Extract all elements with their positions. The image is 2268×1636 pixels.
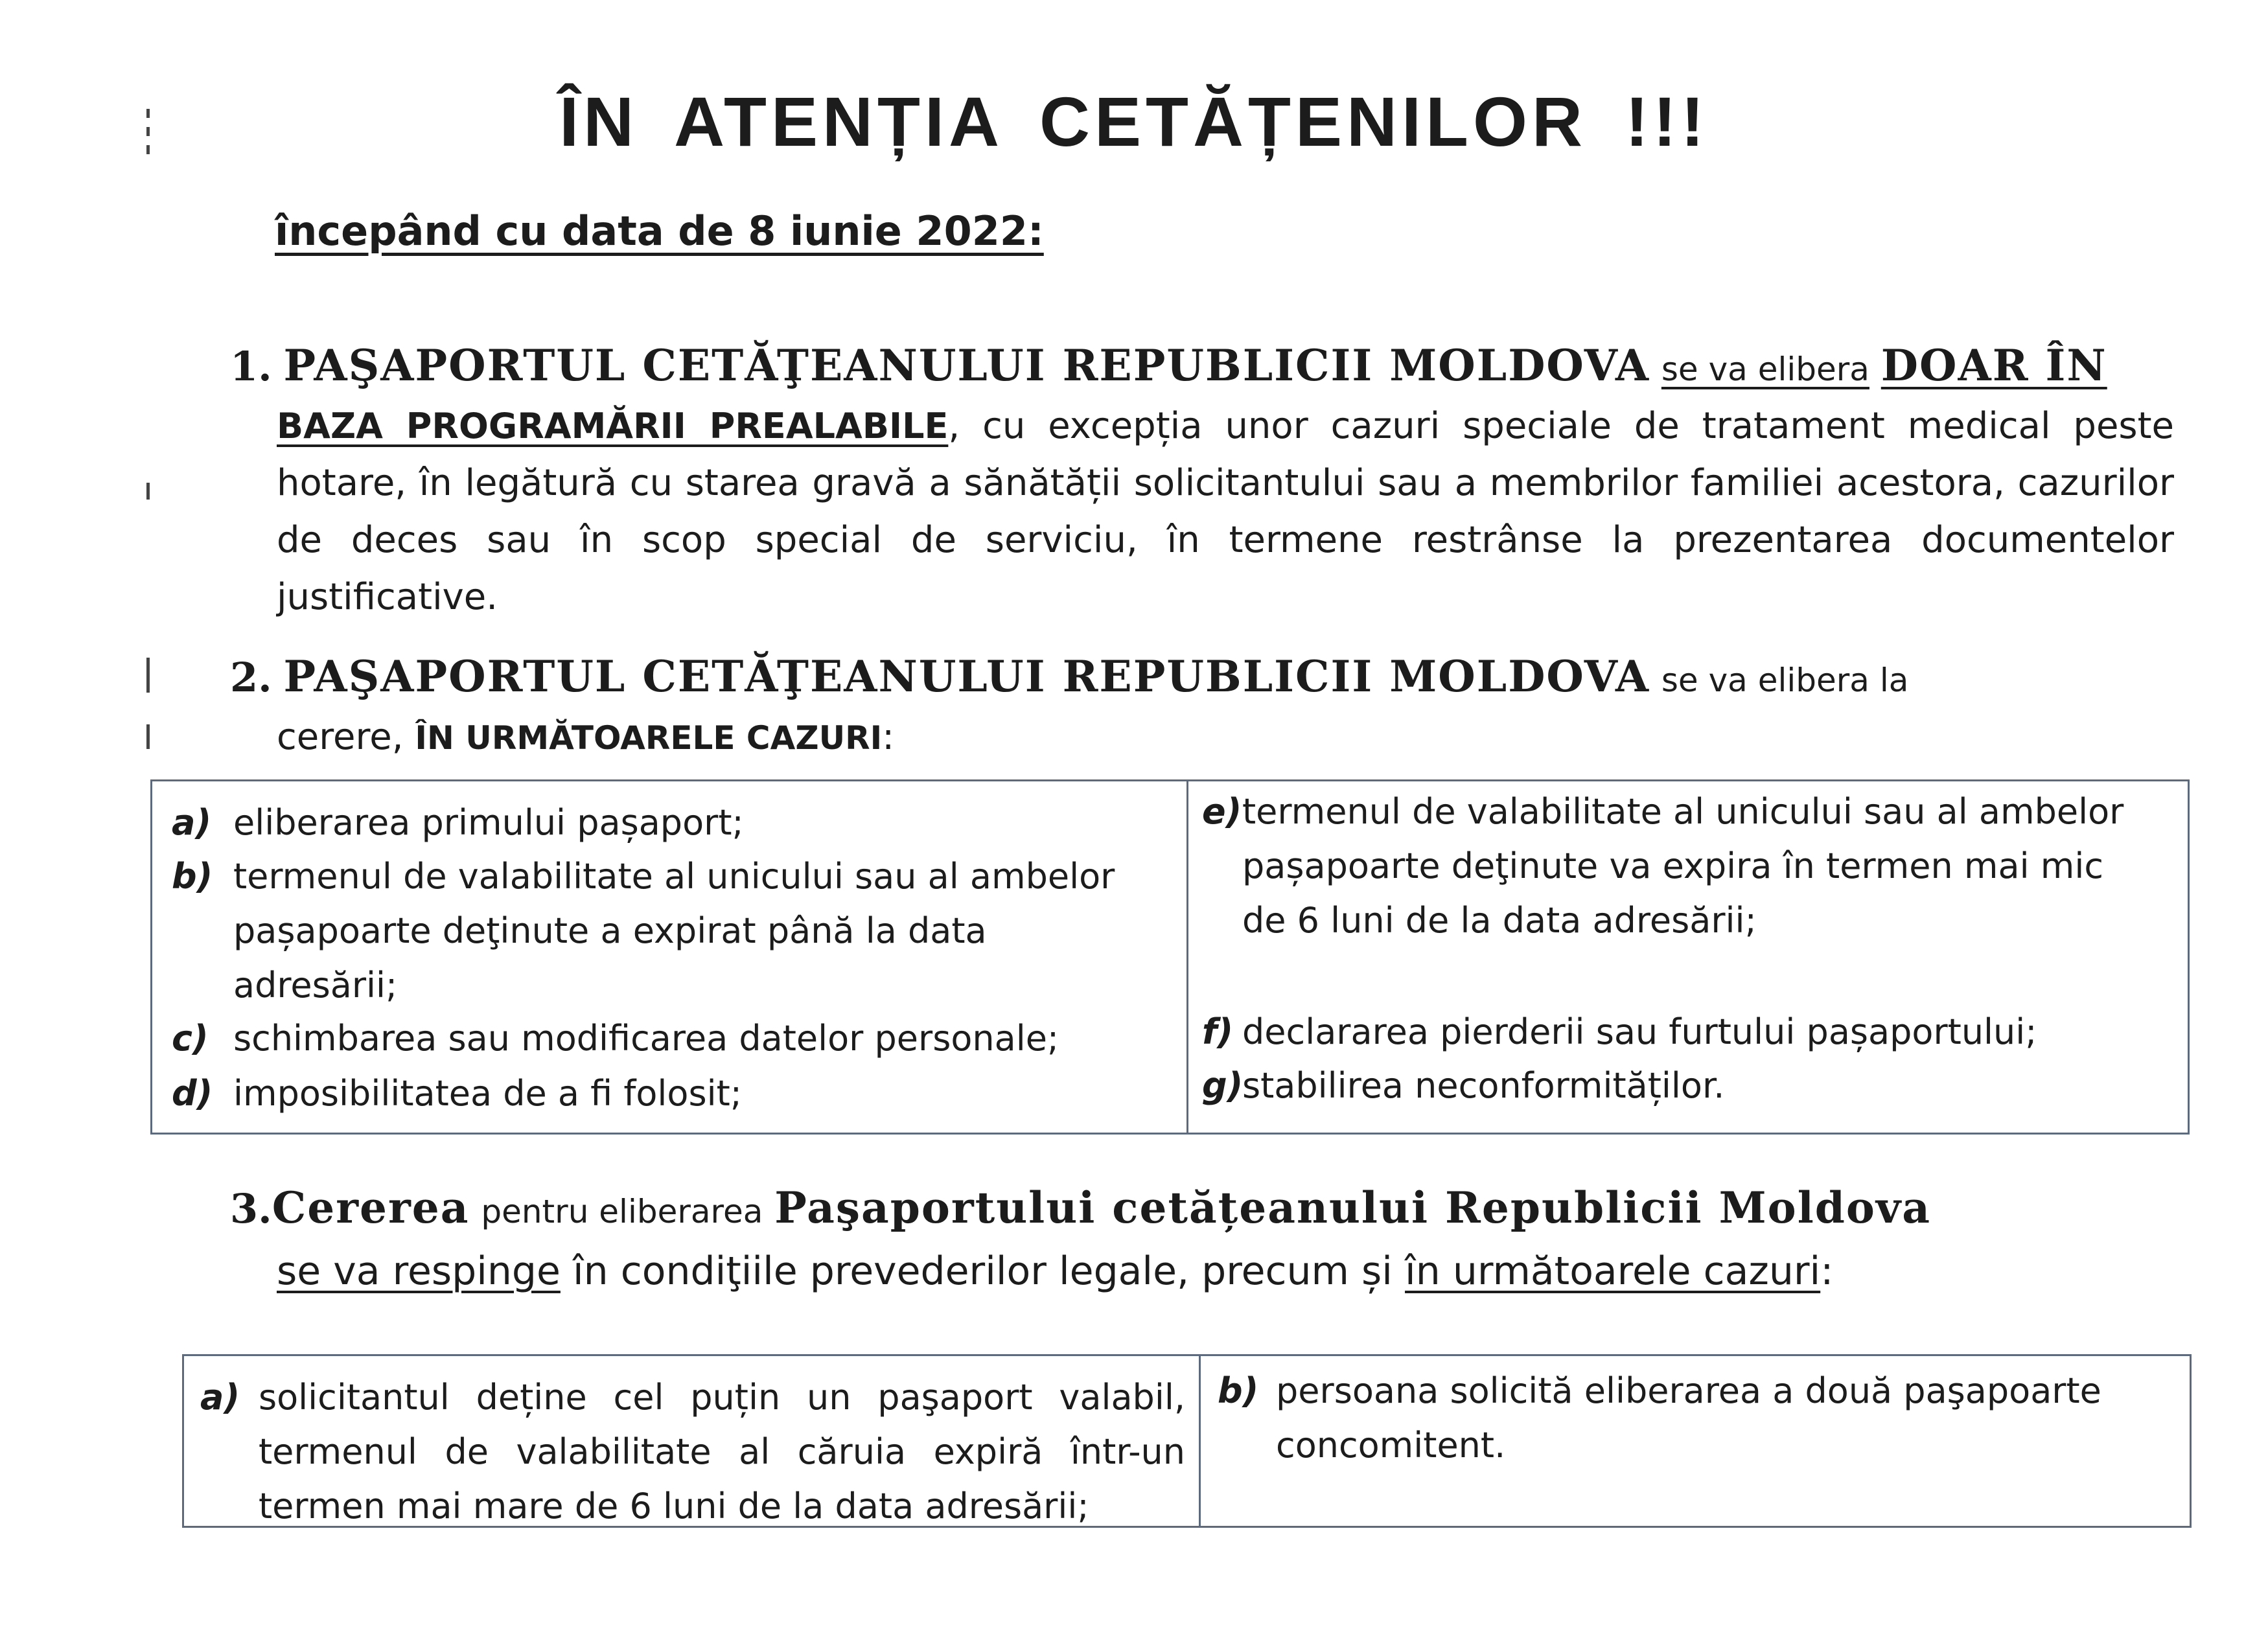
section-1-text: se va elibera	[1661, 351, 1869, 388]
section-3-heading-2: Paşaportului cetățeanului Republicii Moldova	[774, 1182, 1932, 1233]
item-label: e)	[1202, 791, 1242, 832]
section-1	[230, 337, 2174, 626]
list-item	[1202, 785, 2168, 953]
list-item	[1202, 1059, 2168, 1117]
list-item	[200, 1370, 1185, 1526]
section-2-emphasis: ÎN URMĂTOARELE CAZURI	[415, 719, 883, 757]
section-2-text: se va elibera la	[1661, 662, 1909, 699]
margin-mark	[146, 724, 150, 749]
section-2-left-column	[172, 781, 1170, 1133]
list-item	[1202, 1005, 2168, 1063]
item-text: schimbarea sau modificarea datelor personale;	[233, 1018, 1059, 1059]
subtitle-date: începând cu data de 8 iunie 2022:	[275, 207, 1044, 255]
item-label: g)	[1202, 1065, 1244, 1106]
section-3-heading: Cererea	[272, 1182, 470, 1233]
section-1-emphasis-2: BAZA PROGRAMĂRII PREALABILE	[277, 406, 949, 446]
section-2-heading: PAŞAPORTUL CETĂŢEANULUI REPUBLICII MOLDOVA	[283, 651, 1650, 702]
item-label: c)	[172, 1018, 209, 1059]
item-text: declararea pierderii sau furtului pașaportului;	[1242, 1011, 2037, 1052]
list-item	[172, 849, 1170, 1018]
margin-mark	[146, 658, 150, 693]
item-label: d)	[172, 1073, 213, 1114]
section-3-colon: :	[1820, 1249, 1834, 1294]
section-1-emphasis: DOAR ÎN	[1880, 340, 2107, 391]
item-text: persoana solicită eliberarea a două paşapoarte concomitent.	[1276, 1370, 2101, 1466]
item-text: imposibilitatea de a fi folosit;	[233, 1073, 742, 1114]
section-2-number: 2.	[230, 654, 272, 701]
item-text: solicitantul deține cel puțin un paşaport valabil, termenul de valabilitate al căruia expiră într-un termen mai mare de 6 luni de la data adresării;	[259, 1377, 1185, 1527]
section-2-table	[150, 779, 2190, 1135]
list-item	[1218, 1364, 2170, 1519]
item-label: b)	[1218, 1370, 1259, 1411]
section-3-underline-1: se va respinge	[277, 1249, 561, 1294]
item-label: a)	[172, 802, 212, 843]
section-2	[230, 648, 2174, 766]
section-3-number: 3.	[230, 1185, 272, 1232]
item-label: b)	[172, 856, 213, 897]
table-divider	[1199, 1356, 1201, 1526]
section-3-text: pentru eliberarea	[481, 1193, 763, 1230]
section-3	[230, 1179, 2213, 1302]
item-text: stabilirea neconformităților.	[1242, 1065, 1725, 1106]
item-label: a)	[200, 1377, 240, 1418]
section-1-number: 1.	[230, 343, 272, 390]
list-item	[172, 1066, 1170, 1125]
item-text: termenul de valabilitate al unicului sau al ambelor pașapoarte deţinute a expirat până la data adresării;	[233, 856, 1115, 1006]
section-2-text-b: cerere,	[277, 716, 404, 758]
table-divider	[1186, 781, 1188, 1133]
section-3-text-b: în condiţiile prevederilor legale, precum și	[572, 1249, 1393, 1294]
list-item	[172, 796, 1170, 854]
section-3-underline-2: în următoarele cazuri	[1405, 1249, 1821, 1294]
section-2-colon: :	[882, 716, 895, 758]
list-item	[172, 1011, 1170, 1070]
section-3-table	[182, 1354, 2192, 1528]
item-label: f)	[1202, 1011, 1234, 1052]
margin-mark	[146, 483, 150, 500]
item-text: termenul de valabilitate al unicului sau al ambelor pașapoarte deţinute va expira în termen mai mic de 6 luni de la data adresării;	[1242, 791, 2124, 941]
item-text: eliberarea primului pașaport;	[233, 802, 744, 843]
section-1-rest: , cu excepția unor cazuri speciale de tratament medical peste hotare, în legătură cu starea gravă a sănătății solicitantului sau a membrilor familiei acestora, cazurilor de deces sau în scop special de serviciu, în termene restrânse la prezentarea documentelor justificative.	[277, 405, 2174, 618]
page-title: ÎN ATENȚIA CETĂȚENILOR !!!	[559, 82, 1709, 161]
section-1-heading: PAŞAPORTUL CETĂŢEANULUI REPUBLICII MOLDOVA	[283, 340, 1650, 391]
section-2-right-column	[1202, 781, 2168, 1133]
